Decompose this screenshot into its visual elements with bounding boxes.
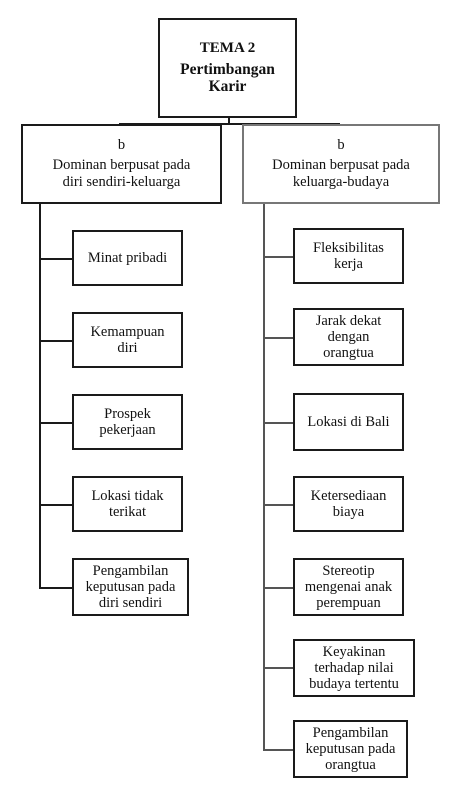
right-item-6-line-2: terhadap nilai (314, 659, 394, 676)
left-item-3-line-1: Prospek (104, 405, 151, 422)
right-item-7-line-3: orangtua (325, 757, 376, 774)
left-item-5-line-3: diri sendiri (98, 595, 163, 612)
left-item-prospek-pekerjaan (72, 394, 183, 450)
right-branch-line-1: Dominan berpusat pada (272, 156, 410, 173)
right-item-5-line-1: Stereotip (322, 562, 375, 579)
root-subtitle-2: Karir (208, 78, 247, 96)
right-item-5-line-2: mengenai anak (304, 578, 393, 595)
right-item-stereotip (293, 558, 404, 616)
right-tick-7 (263, 749, 293, 751)
right-item-1-line-1: Fleksibilitas (313, 239, 384, 256)
right-item-2-line-2: dengan (327, 328, 370, 345)
left-item-5-line-2: keputusan pada (85, 578, 176, 595)
right-tick-3 (263, 422, 293, 424)
right-tick-6 (263, 667, 293, 669)
right-tick-2 (263, 337, 293, 339)
left-branch-letter: b (117, 136, 126, 153)
left-tick-3 (39, 422, 72, 424)
left-tick-1 (39, 258, 72, 260)
left-item-kemampuan-diri (72, 312, 183, 368)
left-branch-line-1: Dominan berpusat pada (52, 156, 191, 173)
right-item-4-line-1: Ketersediaan (310, 487, 387, 504)
right-tick-1 (263, 256, 293, 258)
right-item-ketersediaan-biaya (293, 476, 404, 532)
right-item-7-line-2: keputusan pada (305, 740, 396, 757)
left-item-2-line-2: diri (117, 340, 138, 356)
left-item-lokasi-tidak-terikat (72, 476, 183, 532)
right-item-5-line-3: perempuan (316, 595, 381, 612)
right-item-fleksibilitas-kerja (293, 228, 404, 284)
right-branch-line-2: keluarga-budaya (292, 174, 390, 191)
left-branch-node (21, 124, 222, 204)
left-tick-4 (39, 504, 72, 506)
right-item-pengambilan-keputusan (293, 720, 408, 778)
root-node (158, 18, 297, 118)
right-branch-node (242, 124, 440, 204)
right-item-lokasi-di-bali (293, 393, 404, 451)
right-item-7-line-1: Pengambilan (312, 724, 389, 741)
right-item-2-line-3: orangtua (323, 345, 374, 362)
left-tick-5 (39, 587, 72, 589)
right-item-6-line-1: Keyakinan (322, 643, 386, 660)
right-item-1-line-2: kerja (334, 256, 363, 272)
right-item-6-line-3: budaya tertentu (309, 676, 399, 693)
root-title: TEMA 2 (199, 40, 256, 57)
right-item-2-line-1: Jarak dekat (315, 312, 382, 329)
right-item-jarak-dekat (293, 308, 404, 366)
right-item-3-line-1: Lokasi di Bali (307, 413, 390, 430)
left-item-5-line-1: Pengambilan (92, 562, 169, 579)
left-tick-2 (39, 340, 72, 342)
left-item-4-line-2: terikat (108, 504, 147, 520)
left-item-minat-pribadi (72, 230, 183, 286)
left-item-2-line-1: Kemampuan (90, 323, 165, 340)
right-branch-letter: b (337, 136, 345, 153)
left-item-3-line-2: pekerjaan (99, 422, 156, 438)
right-item-4-line-2: biaya (332, 504, 365, 520)
left-item-1-line-1: Minat pribadi (87, 249, 168, 266)
left-item-4-line-1: Lokasi tidak (91, 487, 164, 504)
right-tick-4 (263, 504, 293, 506)
left-item-pengambilan-keputusan (72, 558, 189, 616)
left-spine (39, 203, 41, 589)
left-branch-line-2: diri sendiri-keluarga (62, 174, 181, 191)
right-tick-5 (263, 587, 293, 589)
right-item-keyakinan (293, 639, 415, 697)
root-subtitle: Pertimbangan (180, 61, 275, 79)
